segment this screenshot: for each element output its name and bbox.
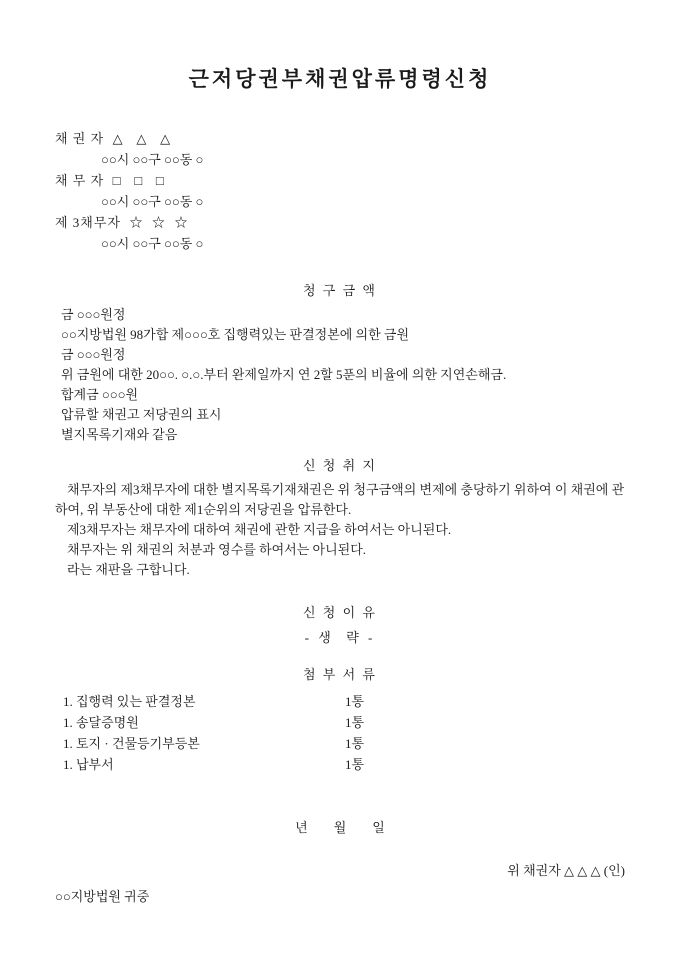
creditor-label: 채 권 자 △ △ △ (55, 131, 172, 146)
claim-line: ○○지방법원 98가합 제○○○호 집행력있는 판결정본에 의한 금원 (61, 327, 410, 342)
attachment-name: 1. 납부서 (63, 757, 114, 772)
date-line: 년 월 일 (295, 820, 385, 835)
attachment-count: 1통 (345, 694, 365, 709)
debtor-label: 채 무 자 □ □ □ (55, 173, 165, 188)
creditor-address: ○○시 ○○구 ○○동 ○ (101, 152, 204, 167)
application-reason-heading: 신 청 이 유 (303, 605, 377, 620)
court-addressee: ○○지방법원 귀중 (55, 889, 150, 904)
purpose-paragraph: 제3채무자는 채무자에 대하여 채권에 관한 지급을 하여서는 아니된다. (67, 522, 452, 537)
party-creditor (55, 128, 625, 170)
creditor-signature: 위 채권자 △ △ △ (인) (507, 863, 625, 878)
claim-line: 금 ○○○원정 (61, 307, 126, 322)
party-third-debtor (55, 212, 625, 254)
attachment-item (55, 733, 625, 754)
application-purpose-heading: 신 청 취 지 (303, 458, 377, 473)
purpose-paragraph: 라는 재판을 구합니다. (67, 562, 190, 577)
attachment-item (55, 754, 625, 775)
claim-line: 합계금 ○○○원 (61, 387, 139, 402)
application-purpose-section (55, 455, 625, 580)
application-reason-section (55, 602, 625, 648)
attachment-count: 1통 (345, 757, 365, 772)
third-debtor-label: 제 3채무자 ☆ ☆ ☆ (55, 215, 189, 230)
attachment-count: 1통 (345, 736, 365, 751)
attachment-name: 1. 송달증명원 (63, 715, 139, 730)
attachments-section (55, 664, 625, 775)
debtor-address: ○○시 ○○구 ○○동 ○ (101, 194, 204, 209)
purpose-paragraph: 채무자의 제3채무자에 대한 별지목록기재채권은 위 청구금액의 변제에 충당하기 위하여 이 채권에 관하여, 위 부동산에 대한 제1순위의 저당권을 압류한다. (55, 482, 625, 517)
claim-amount-heading: 청 구 금 액 (303, 283, 377, 298)
attachment-item (55, 712, 625, 733)
claim-line: 금 ○○○원정 (61, 347, 126, 362)
application-reason-body: - 생 략 - (304, 630, 376, 645)
document-title: 근저당권부채권압류명령신청 (188, 67, 492, 91)
attachment-item (55, 691, 625, 712)
attachment-count: 1통 (345, 715, 365, 730)
third-debtor-address: ○○시 ○○구 ○○동 ○ (101, 236, 204, 251)
attachment-name: 1. 토지 · 건물등기부등본 (63, 736, 200, 751)
claim-amount-lines (55, 305, 625, 445)
attachments-heading: 첨 부 서 류 (303, 667, 377, 682)
claim-line: 위 금원에 대한 20○○. ○.○.부터 완제일까지 연 2할 5푼의 비율에 의한 지연손해금. (61, 367, 507, 382)
attachment-name: 1. 집행력 있는 판결정본 (63, 694, 196, 709)
claim-amount-section (55, 280, 625, 445)
parties-section (55, 128, 625, 254)
purpose-paragraph: 채무자는 위 채권의 처분과 영수를 하여서는 아니된다. (67, 542, 367, 557)
claim-line: 별지목록기재와 같음 (61, 427, 178, 442)
claim-line: 압류할 채권고 저당권의 표시 (61, 407, 222, 422)
party-debtor (55, 170, 625, 212)
